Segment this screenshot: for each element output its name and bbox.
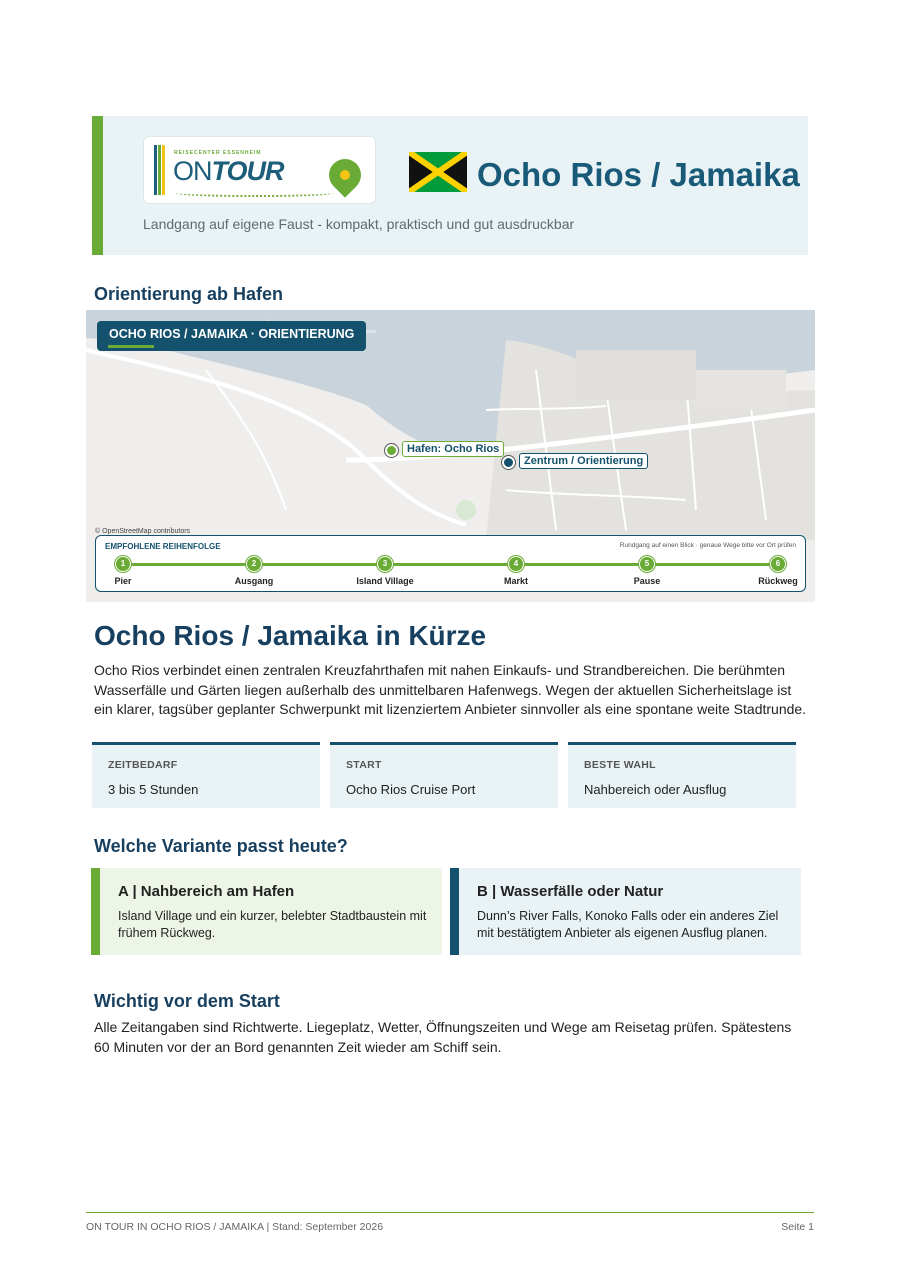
route-step-4: 4 [508, 556, 524, 572]
orientation-heading: Orientierung ab Hafen [94, 284, 284, 304]
variant-text: Dunn’s River Falls, Konoko Falls oder ein anderes Ziel mit bestätigtem Anbieter als eigenen Ausflug planen. [477, 909, 779, 940]
map-title-badge: OCHO RIOS / JAMAIKA · ORIENTIERUNG [97, 321, 366, 351]
route-title: EMPFOHLENE REIHENFOLGE [105, 542, 221, 551]
variant-card-a [91, 868, 442, 955]
route-step-2: 2 [246, 556, 262, 572]
fact-card-time [92, 742, 320, 808]
variant-text: Island Village und ein kurzer, belebter Stadtbaustein mit frühem Rückweg. [118, 909, 427, 940]
important-text: Alle Zeitangaben sind Richtwerte. Liegeplatz, Wetter, Öffnungszeiten und Wege am Reisetag prüfen. Spätestens 60 Minuten vor der an Bord genannten Zeit wieder am Schiff sein. [94, 1019, 792, 1055]
port-pin-icon[interactable] [385, 444, 398, 457]
facts-row [92, 742, 798, 808]
ontour-logo [143, 136, 376, 204]
important-heading: Wichtig vor dem Start [94, 991, 280, 1011]
route-step-label-1: Pier [114, 576, 132, 586]
route-note: Rundgang auf einen Blick · genaue Wege bitte vor Ort prüfen [619, 542, 796, 549]
footer-text: ON TOUR IN OCHO RIOS / JAMAIKA | Stand: September 2026 [86, 1221, 384, 1233]
route-step-3: 3 [377, 556, 393, 572]
fact-card-best-choice [568, 742, 796, 808]
map-attribution[interactable]: © OpenStreetMap contributors [95, 528, 191, 535]
variant-title: B | Wasserfälle oder Natur [477, 883, 664, 900]
variant-title: A | Nahbereich am Hafen [118, 883, 295, 900]
route-step-1: 1 [115, 556, 131, 572]
port-pin-label[interactable]: Hafen: Ocho Rios [402, 441, 504, 457]
fact-label: START [346, 759, 382, 771]
logo-bars-icon [154, 145, 166, 195]
route-step-5: 5 [639, 556, 655, 572]
route-step-label-4: Markt [503, 576, 529, 586]
center-pin-icon[interactable] [502, 456, 515, 469]
center-pin-label[interactable]: Zentrum / Orientierung [519, 453, 648, 469]
route-step-label-3: Island Village [356, 576, 414, 586]
summary-text: Ocho Rios verbindet einen zentralen Kreuzfahrthafen mit nahen Einkaufs- und Strandbereichen. Die berühmten Wasserfälle und Gärten liegen außerhalb des unmittelbaren Hafenwegs. Wegen der aktuellen Sicherheitslage ist ein klarer, tagsüber geplanter Schwerpunkt mit lizenziertem Anbieter sinnvoller als eine spontane weite Stadtrunde. [94, 662, 807, 717]
variants-heading: Welche Variante passt heute? [94, 836, 348, 856]
header-card [92, 116, 808, 255]
summary-heading: Ocho Rios / Jamaika in Kürze [94, 620, 487, 651]
route-step-label-2: Ausgang [234, 576, 274, 586]
fact-label: ZEITBEDARF [108, 759, 178, 771]
orientation-map[interactable] [86, 310, 815, 602]
page-subtitle: Landgang auf eigene Faust - kompakt, praktisch und gut ausdruckbar [143, 216, 575, 232]
page-title: Ocho Rios / Jamaika [477, 156, 800, 193]
route-step-6: 6 [770, 556, 786, 572]
route-line [123, 563, 778, 566]
route-panel [95, 535, 806, 592]
jamaica-flag-icon [409, 152, 467, 192]
logo-wordmark: ONTOUR [173, 156, 284, 186]
footer-divider [86, 1212, 814, 1213]
logo-tagline: REISECENTER ESSENHEIM [174, 150, 262, 156]
route-step-label-5: Pause [633, 576, 661, 586]
logo-dotted-path [174, 189, 334, 197]
route-step-label-6: Rückweg [758, 576, 798, 586]
variant-card-b [450, 868, 801, 955]
page-number: Seite 1 [781, 1221, 814, 1233]
fact-value: Nahbereich oder Ausflug [584, 782, 727, 797]
fact-label: BESTE WAHL [584, 759, 656, 771]
fact-value: 3 bis 5 Stunden [108, 782, 199, 797]
fact-card-start [330, 742, 558, 808]
fact-value: Ocho Rios Cruise Port [346, 782, 476, 797]
